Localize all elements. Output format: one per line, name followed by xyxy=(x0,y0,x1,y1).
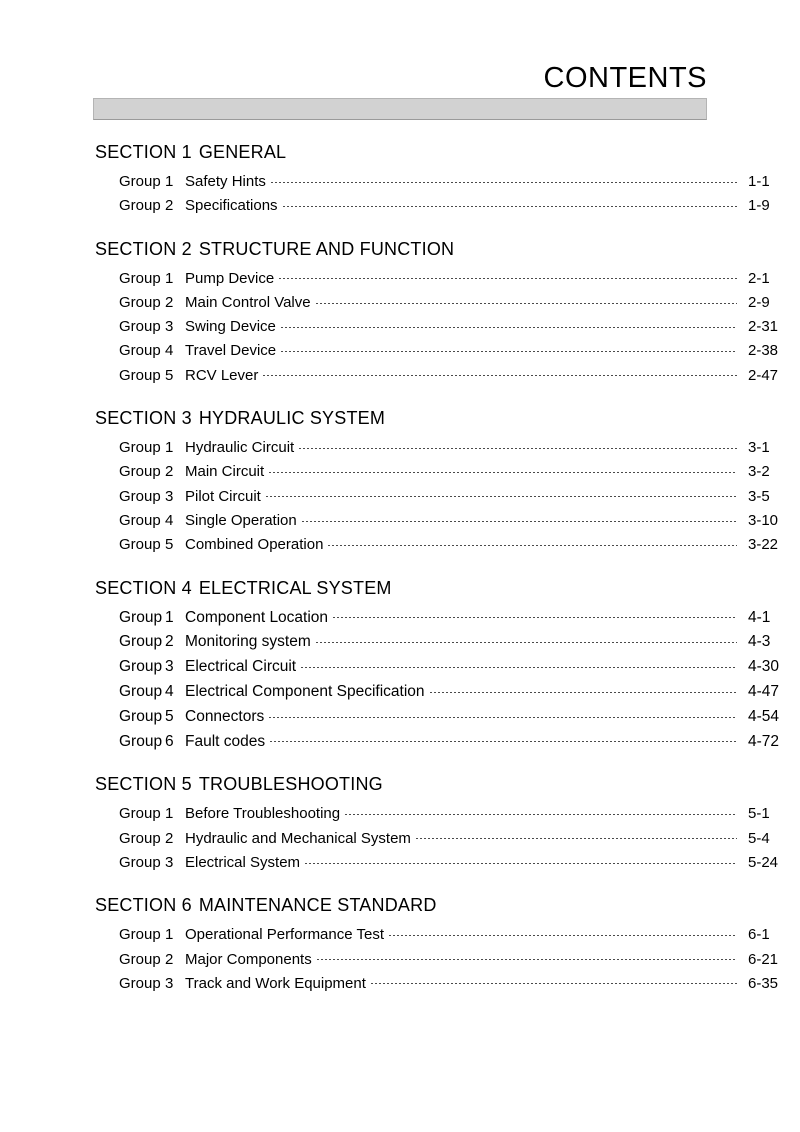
title-underline-bar xyxy=(93,98,707,120)
dot-leader xyxy=(317,959,737,960)
toc-entry[interactable] xyxy=(119,630,800,655)
group-title: RCV Lever xyxy=(185,366,259,384)
group-label: Group xyxy=(119,269,161,287)
toc-entry[interactable] xyxy=(119,485,800,509)
dot-leader xyxy=(271,182,737,183)
group-title: Pilot Circuit xyxy=(185,487,261,505)
group-number: 2 xyxy=(165,633,174,651)
group-number: 3 xyxy=(165,318,174,336)
group-label: Group xyxy=(119,342,161,360)
group-number: 2 xyxy=(165,463,174,481)
section-number: SECTION 1 xyxy=(95,142,192,162)
page-number: 5-1 xyxy=(748,805,770,823)
group-number: 4 xyxy=(165,511,174,529)
group-label: Group xyxy=(119,173,161,190)
toc-entry[interactable] xyxy=(119,170,800,194)
dot-leader xyxy=(269,717,737,718)
group-rows xyxy=(119,267,800,388)
section-heading xyxy=(95,140,800,164)
group-label: Group xyxy=(119,608,163,626)
group-title: Track and Work Equipment xyxy=(185,974,366,992)
section-name: TROUBLESHOOTING xyxy=(198,774,383,795)
table-of-contents xyxy=(0,140,800,996)
group-number: 1 xyxy=(165,269,174,287)
page-number: 4-1 xyxy=(748,608,771,626)
group-title: Swing Device xyxy=(185,318,276,336)
group-label: Group xyxy=(119,682,163,700)
page-number: 4-30 xyxy=(748,658,780,676)
group-number: 3 xyxy=(165,658,174,676)
section-heading xyxy=(95,237,800,261)
toc-entry[interactable] xyxy=(119,267,800,291)
page-number: 4-54 xyxy=(748,707,780,725)
group-number: 5 xyxy=(165,707,174,725)
page-number: 5-24 xyxy=(748,853,779,871)
group-label: Group xyxy=(119,487,161,505)
section-number: SECTION 4 xyxy=(95,577,192,598)
page-number: 4-72 xyxy=(748,732,780,750)
toc-entry[interactable] xyxy=(119,194,800,218)
page-number: 2-38 xyxy=(748,342,779,360)
group-label: Group xyxy=(119,829,161,847)
group-label: Group xyxy=(119,707,163,725)
group-title: Electrical Circuit xyxy=(185,658,297,676)
group-rows xyxy=(119,436,800,557)
group-label: Group xyxy=(119,366,161,384)
group-label: Group xyxy=(119,197,161,215)
group-number: 1 xyxy=(165,173,174,190)
toc-section xyxy=(0,893,800,996)
toc-entry[interactable] xyxy=(119,436,800,460)
dot-leader xyxy=(263,375,737,376)
page-number: 3-1 xyxy=(748,439,770,457)
group-number: 1 xyxy=(165,926,174,944)
section-number: SECTION 5 xyxy=(95,774,192,795)
group-title: Specifications xyxy=(185,197,278,215)
page-number: 3-10 xyxy=(748,511,779,529)
page-number: 3-5 xyxy=(748,487,770,505)
group-number: 5 xyxy=(165,536,174,554)
dot-leader xyxy=(316,303,737,304)
toc-entry[interactable] xyxy=(119,680,800,705)
dot-leader xyxy=(333,617,737,618)
group-number: 1 xyxy=(165,805,174,823)
dot-leader xyxy=(305,863,737,864)
group-title: Main Control Valve xyxy=(185,293,311,311)
group-label: Group xyxy=(119,318,161,336)
section-heading xyxy=(95,576,800,600)
dot-leader xyxy=(281,327,737,328)
group-number: 4 xyxy=(165,682,174,700)
section-name: HYDRAULIC SYSTEM xyxy=(198,408,386,429)
page-number: 2-1 xyxy=(748,269,770,287)
group-title: Electrical System xyxy=(185,853,301,871)
section-number: SECTION 3 xyxy=(95,408,192,429)
page-number: 2-31 xyxy=(748,318,779,336)
toc-section xyxy=(0,237,800,388)
page-title: CONTENTS xyxy=(543,62,707,94)
section-name: MAINTENANCE STANDARD xyxy=(198,895,437,916)
page-number: 6-1 xyxy=(748,926,770,944)
toc-entry[interactable] xyxy=(119,339,800,363)
page-number: 5-4 xyxy=(748,829,770,847)
group-title: Connectors xyxy=(185,707,265,725)
page-number: 2-9 xyxy=(748,293,770,311)
group-title: Hydraulic and Mechanical System xyxy=(185,829,411,847)
dot-leader xyxy=(416,838,737,839)
page-number: 3-2 xyxy=(748,463,770,481)
group-label: Group xyxy=(119,732,163,750)
dot-leader xyxy=(281,351,737,352)
toc-entry[interactable] xyxy=(119,948,800,972)
dot-leader xyxy=(430,692,737,693)
group-number: 3 xyxy=(165,853,174,871)
group-label: Group xyxy=(119,633,163,651)
dot-leader xyxy=(299,448,737,449)
toc-entry[interactable] xyxy=(119,705,800,730)
group-title: Safety Hints xyxy=(185,173,266,190)
group-number: 5 xyxy=(165,366,174,384)
page-number: 2-47 xyxy=(748,366,779,384)
toc-entry[interactable] xyxy=(119,533,800,557)
section-name: GENERAL xyxy=(198,142,287,162)
group-label: Group xyxy=(119,658,163,676)
toc-section xyxy=(0,772,800,875)
group-number: 2 xyxy=(165,197,174,215)
dot-leader xyxy=(328,545,737,546)
group-title: Combined Operation xyxy=(185,536,324,554)
group-label: Group xyxy=(119,805,161,823)
section-number: SECTION 2 xyxy=(95,238,192,259)
dot-leader xyxy=(389,935,737,936)
page-number: 1-1 xyxy=(748,173,770,190)
group-title: Before Troubleshooting xyxy=(185,805,341,823)
toc-entry[interactable] xyxy=(119,364,800,388)
page-number: 3-22 xyxy=(748,536,779,554)
group-title: Electrical Component Specification xyxy=(185,682,425,700)
section-heading xyxy=(95,893,800,917)
group-title: Main Circuit xyxy=(185,463,265,481)
toc-section xyxy=(0,140,800,219)
group-label: Group xyxy=(119,511,161,529)
page-number: 6-21 xyxy=(748,950,779,968)
dot-leader xyxy=(266,496,737,497)
toc-entry[interactable] xyxy=(119,972,800,996)
group-label: Group xyxy=(119,950,161,968)
toc-entry[interactable] xyxy=(119,827,800,851)
group-label: Group xyxy=(119,536,161,554)
dot-leader xyxy=(279,278,737,279)
toc-entry[interactable] xyxy=(119,606,800,631)
group-title: Hydraulic Circuit xyxy=(185,439,295,457)
group-rows xyxy=(119,923,800,996)
dot-leader xyxy=(283,206,737,207)
group-title: Pump Device xyxy=(185,269,275,287)
group-title: Component Location xyxy=(185,608,329,626)
group-label: Group xyxy=(119,463,161,481)
dot-leader xyxy=(371,983,737,984)
group-title: Monitoring system xyxy=(185,633,311,651)
toc-entry[interactable] xyxy=(119,730,800,755)
group-number: 2 xyxy=(165,829,174,847)
section-name: ELECTRICAL SYSTEM xyxy=(198,577,392,598)
toc-entry[interactable] xyxy=(119,315,800,339)
group-title: Single Operation xyxy=(185,511,297,529)
dot-leader xyxy=(316,642,737,643)
group-number: 2 xyxy=(165,950,174,968)
group-number: 1 xyxy=(165,439,174,457)
group-number: 6 xyxy=(165,732,174,750)
toc-section xyxy=(0,406,800,557)
group-number: 3 xyxy=(165,487,174,505)
toc-entry[interactable] xyxy=(119,655,800,680)
dot-leader xyxy=(302,521,737,522)
group-number: 2 xyxy=(165,293,174,311)
group-rows xyxy=(119,606,800,755)
section-heading xyxy=(95,772,800,796)
toc-entry[interactable] xyxy=(119,923,800,947)
toc-entry[interactable] xyxy=(119,291,800,315)
group-title: Major Components xyxy=(185,950,312,968)
group-label: Group xyxy=(119,926,161,944)
page-number: 6-35 xyxy=(748,974,779,992)
group-number: 4 xyxy=(165,342,174,360)
group-label: Group xyxy=(119,439,161,457)
dot-leader xyxy=(301,667,737,668)
dot-leader xyxy=(269,472,737,473)
toc-section xyxy=(0,576,800,755)
group-number: 3 xyxy=(165,974,174,992)
group-rows xyxy=(119,170,800,219)
group-rows xyxy=(119,802,800,875)
toc-entry[interactable] xyxy=(119,509,800,533)
toc-entry[interactable] xyxy=(119,460,800,484)
dot-leader xyxy=(270,741,737,742)
toc-entry[interactable] xyxy=(119,802,800,826)
group-title: Travel Device xyxy=(185,342,277,360)
group-label: Group xyxy=(119,853,161,871)
toc-entry[interactable] xyxy=(119,851,800,875)
page-number: 4-47 xyxy=(748,682,780,700)
group-title: Fault codes xyxy=(185,732,266,750)
group-title: Operational Performance Test xyxy=(185,926,384,944)
section-number: SECTION 6 xyxy=(95,895,192,916)
dot-leader xyxy=(345,814,737,815)
group-label: Group xyxy=(119,974,161,992)
page-number: 4-3 xyxy=(748,633,771,651)
page-header xyxy=(93,62,707,120)
group-number: 1 xyxy=(165,608,174,626)
group-label: Group xyxy=(119,293,161,311)
section-heading xyxy=(95,406,800,430)
section-name: STRUCTURE AND FUNCTION xyxy=(198,238,455,259)
page-number: 1-9 xyxy=(748,197,770,215)
